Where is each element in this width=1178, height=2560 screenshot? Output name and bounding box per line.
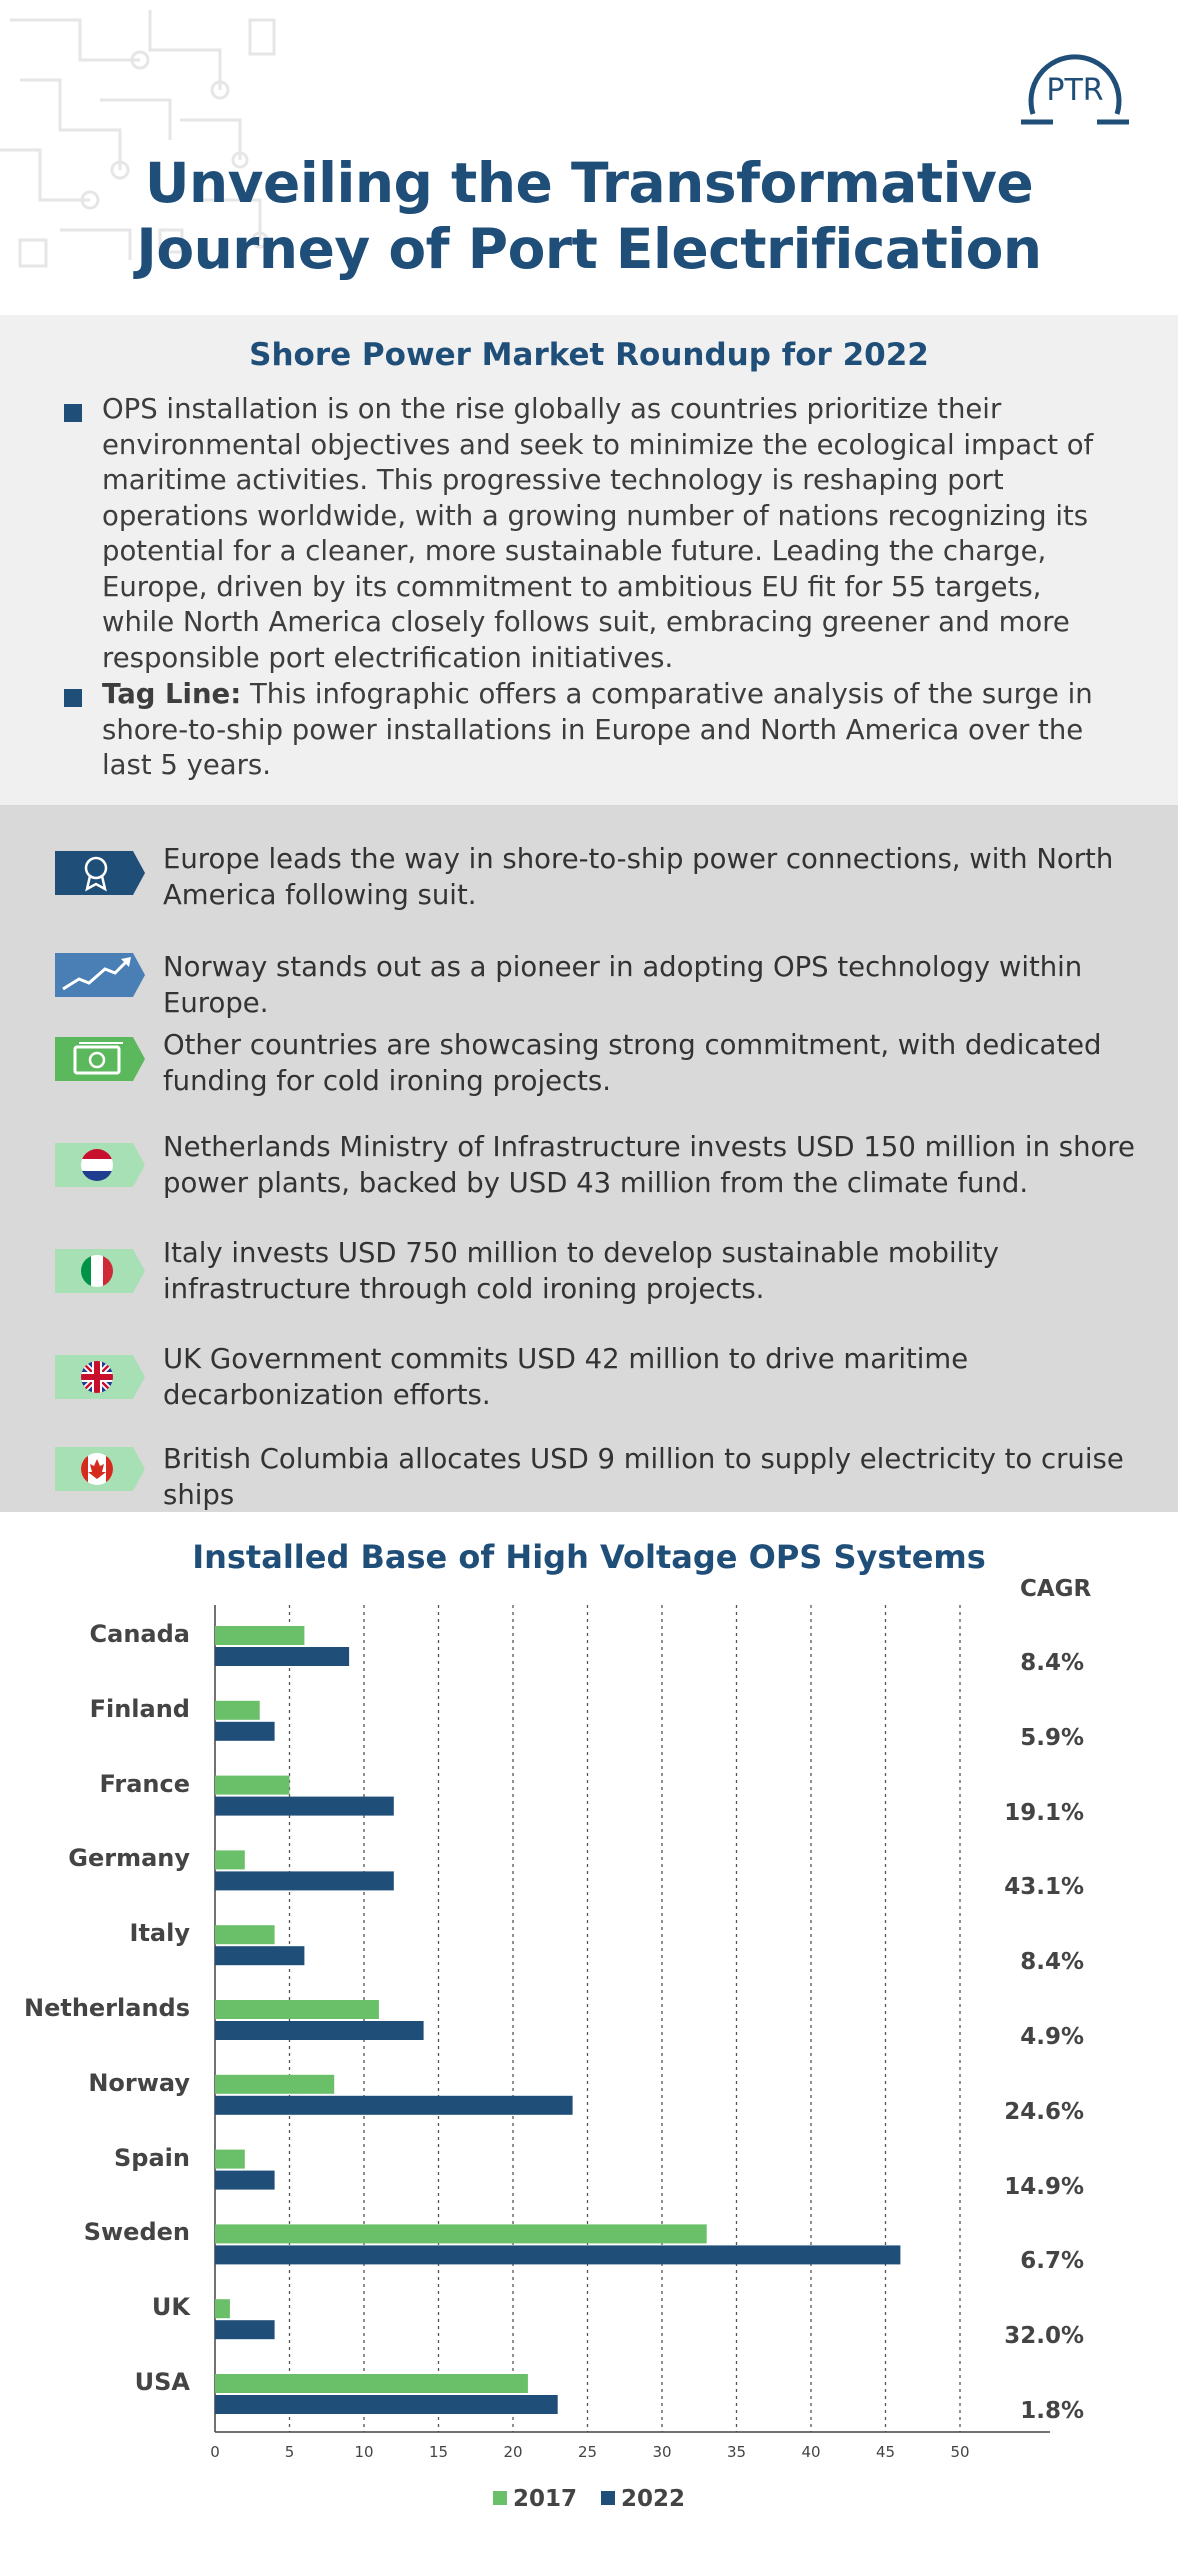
- italy-flag-icon: [55, 1247, 145, 1295]
- x-tick-label: 20: [503, 2443, 523, 2461]
- header: [0, 0, 1178, 315]
- cagr-value-norway: 24.6%: [1004, 2098, 1084, 2125]
- bar-2022-canada: [215, 1647, 349, 1666]
- highlight-text: Italy invests USD 750 million to develop sustainable mobility infrastructure through cold ironing projects.: [163, 1237, 999, 1305]
- roundup-section: [0, 315, 1178, 805]
- x-tick-label: 30: [652, 2443, 672, 2461]
- highlight-text: UK Government commits USD 42 million to drive maritime decarbonization efforts.: [163, 1343, 969, 1411]
- category-label-germany: Germany: [68, 1844, 190, 1873]
- tagline-label: Tag Line:: [102, 678, 242, 710]
- cagr-value-sweden: 6.7%: [1020, 2248, 1084, 2275]
- chart-legend: [0, 2486, 1178, 2512]
- ptr-logo-icon: [1015, 36, 1135, 132]
- bar-2022-uk: [215, 2320, 275, 2339]
- trend-up-icon: [55, 951, 145, 999]
- money-icon: [55, 1035, 145, 1083]
- legend-label-2022: 2022: [621, 2486, 686, 2512]
- cagr-value-italy: 8.4%: [1020, 1949, 1084, 1976]
- legend-swatch-2017: [493, 2491, 507, 2505]
- bar-2017-sweden: [215, 2224, 707, 2243]
- bar-2017-usa: [215, 2374, 528, 2393]
- bar-2022-france: [215, 1797, 394, 1816]
- x-tick-label: 40: [801, 2443, 821, 2461]
- chart-title: Installed Base of High Voltage OPS Systems: [192, 1538, 986, 1576]
- category-label-spain: Spain: [114, 2143, 190, 2172]
- category-label-sweden: Sweden: [83, 2218, 190, 2247]
- bar-2022-sweden: [215, 2245, 900, 2264]
- x-tick-label: 5: [284, 2443, 295, 2461]
- roundup-bullet-1-text: OPS installation is on the rise globally as countries prioritize their environmental objectives and seek to minimize the ecological impact of maritime activities. This progressive technology is reshaping port operations worldwide, with a growing number of nations recognizing its potential for a cleaner, more sustainable future. Leading the charge, Europe, driven by its commitment to ambitious EU fit for 55 targets, while North America closely follows suit, embracing greener and more responsible port electrification initiatives.: [102, 393, 1094, 674]
- x-tick-label: 45: [875, 2443, 896, 2461]
- bar-2017-italy: [215, 1925, 275, 1944]
- bar-2022-italy: [215, 1946, 304, 1965]
- highlight-text: Netherlands Ministry of Infrastructure invests USD 150 million in shore power plants, backed by USD 43 million from the climate fund.: [163, 1131, 1135, 1199]
- roundup-heading: Shore Power Market Roundup for 2022: [249, 337, 929, 373]
- netherlands-flag-icon: [55, 1141, 145, 1189]
- title-line-1: Unveiling the Transformative: [144, 151, 1034, 215]
- cagr-value-germany: 43.1%: [1004, 1874, 1084, 1901]
- title-line-2: Journey of Port Electrification: [136, 217, 1042, 281]
- cagr-header: CAGR: [1020, 1576, 1092, 1602]
- legend-swatch-2022: [601, 2491, 615, 2505]
- legend-item-2017: [493, 2486, 577, 2512]
- bar-2022-netherlands: [215, 2021, 424, 2040]
- roundup-bullet-2-text: [102, 677, 1122, 784]
- bar-2017-netherlands: [215, 2000, 379, 2019]
- bullet-square-icon: [64, 404, 82, 422]
- category-label-canada: Canada: [89, 1620, 190, 1648]
- bar-2022-usa: [215, 2395, 558, 2414]
- logo-text: PTR: [1046, 73, 1104, 108]
- highlight-text: Europe leads the way in shore-to-ship power connections, with North America following suit.: [163, 843, 1114, 911]
- bar-2022-germany: [215, 1871, 394, 1890]
- bar-2017-spain: [215, 2150, 245, 2169]
- bar-2017-canada: [215, 1626, 304, 1645]
- cagr-value-finland: 5.9%: [1020, 1724, 1084, 1751]
- bar-2017-france: [215, 1776, 290, 1795]
- x-tick-label: 35: [726, 2443, 747, 2461]
- legend-item-2022: [601, 2486, 685, 2512]
- category-label-finland: Finland: [89, 1694, 190, 1723]
- cagr-value-netherlands: 4.9%: [1020, 2024, 1084, 2050]
- cagr-value-spain: 14.9%: [1004, 2173, 1084, 2200]
- bar-2022-finland: [215, 1722, 275, 1741]
- bar-2022-spain: [215, 2171, 275, 2190]
- x-tick-label: 15: [428, 2443, 449, 2461]
- highlight-text: Norway stands out as a pioneer in adopting OPS technology within Europe.: [163, 951, 1083, 1019]
- cagr-value-usa: 1.8%: [1020, 2398, 1084, 2424]
- category-label-italy: Italy: [129, 1919, 190, 1948]
- bullet-square-icon: [64, 689, 82, 707]
- canada-flag-icon: [55, 1445, 145, 1493]
- bar-2017-germany: [215, 1850, 245, 1869]
- legend-label-2017: 2017: [512, 2486, 577, 2512]
- x-tick-label: 10: [354, 2443, 374, 2461]
- x-tick-label: 50: [950, 2443, 970, 2461]
- category-label-usa: USA: [134, 2368, 190, 2396]
- medal-icon: [55, 849, 145, 897]
- x-tick-label: 0: [210, 2443, 220, 2461]
- uk-flag-icon: [55, 1353, 145, 1401]
- bar-2017-norway: [215, 2075, 334, 2094]
- tagline-text: This infographic offers a comparative analysis of the surge in shore-to-ship power installations in Europe and North America over the last 5 years.: [102, 678, 1093, 781]
- bar-2017-finland: [215, 1701, 260, 1720]
- page-title: [0, 150, 1178, 282]
- cagr-value-canada: 8.4%: [1020, 1650, 1084, 1676]
- category-label-netherlands: Netherlands: [23, 1994, 190, 2022]
- cagr-value-uk: 32.0%: [1004, 2323, 1084, 2350]
- x-tick-label: 25: [577, 2443, 598, 2461]
- category-label-norway: Norway: [88, 2068, 190, 2097]
- highlights-section: [0, 805, 1178, 1512]
- highlight-text: Other countries are showcasing strong commitment, with dedicated funding for cold ironing projects.: [163, 1029, 1102, 1097]
- category-label-france: France: [99, 1769, 190, 1798]
- cagr-value-france: 19.1%: [1004, 1799, 1084, 1826]
- bar-2022-norway: [215, 2096, 573, 2115]
- highlight-text: British Columbia allocates USD 9 million to supply electricity to cruise ships: [163, 1443, 1124, 1511]
- category-label-uk: UK: [151, 2293, 190, 2322]
- bar-2017-uk: [215, 2299, 230, 2318]
